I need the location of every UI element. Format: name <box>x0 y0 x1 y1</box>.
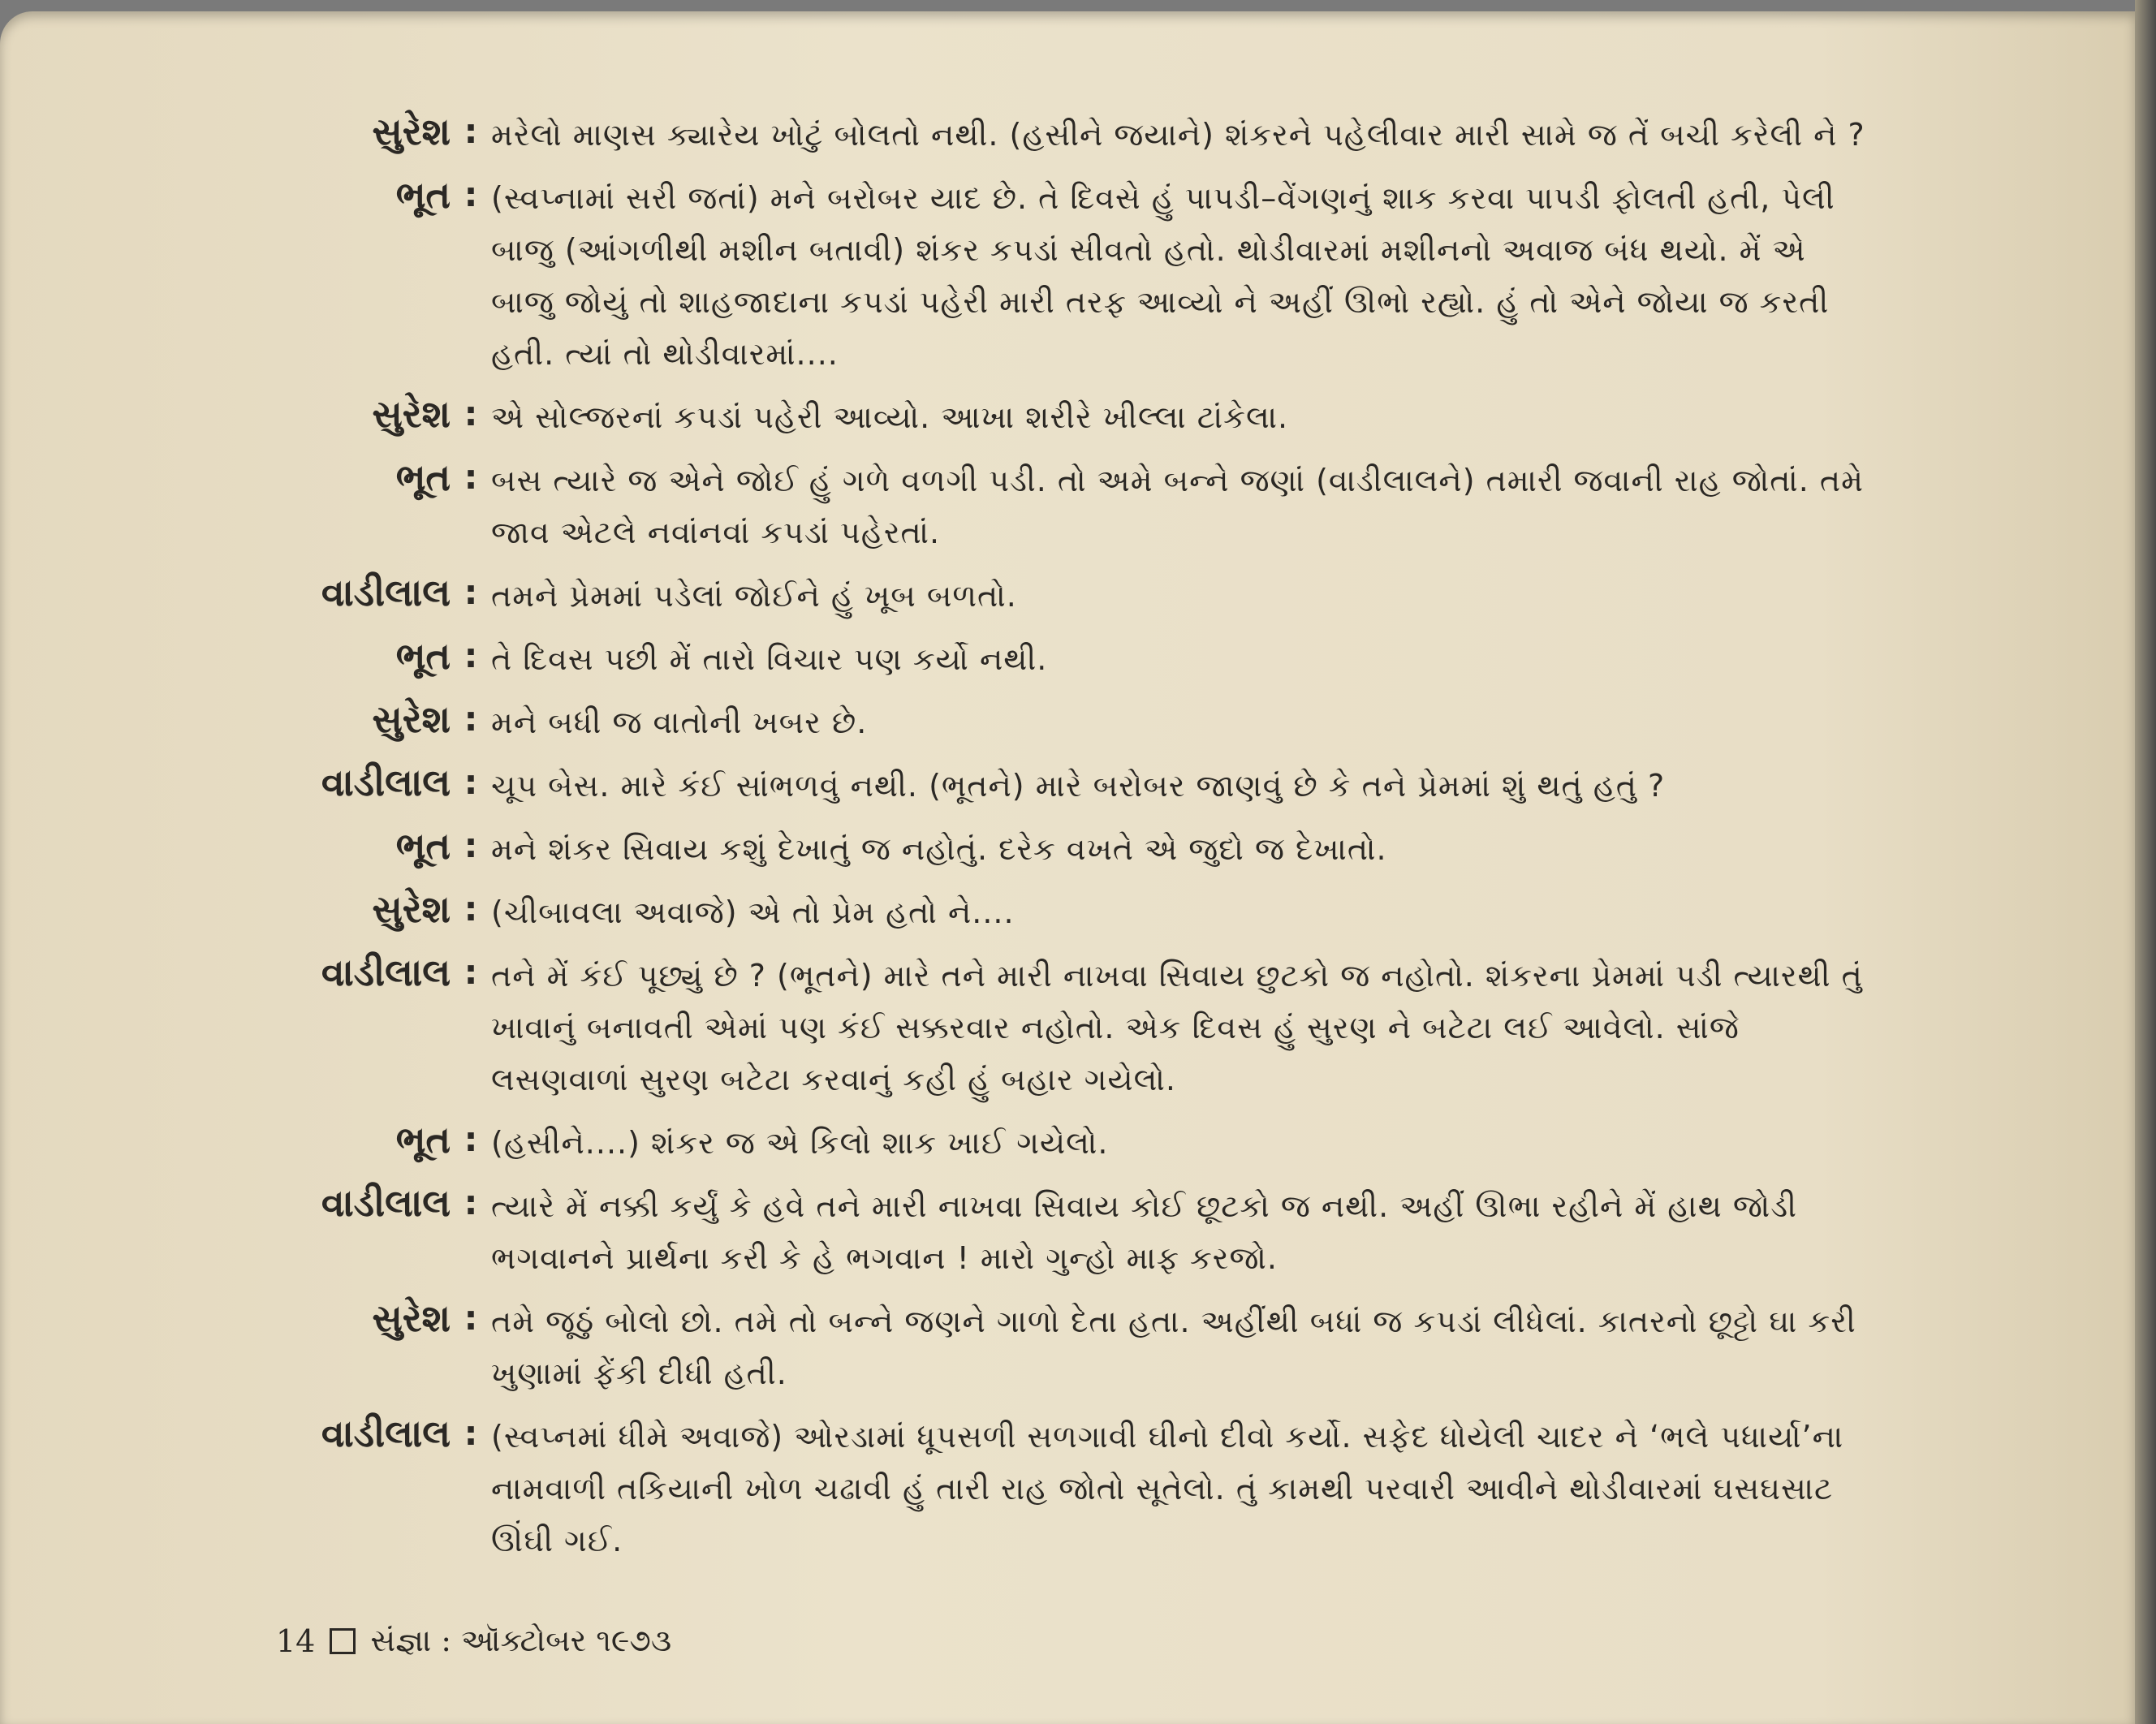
dialogue-line <box>268 823 1875 875</box>
speaker-colon: : <box>464 175 478 214</box>
speech-text: બસ ત્યારે જ એને જોઈ હું ગળે વળગી પડી. તો અમે બન્ને જણાં (વાડીલાલને) તમારી જવાની રાહ જોતાં. તમે જાવ એટલે નવાંનવાં કપડાં પહેરતાં. <box>491 463 1864 550</box>
dialogue-line <box>268 950 1875 1106</box>
dialogue-line <box>268 1180 1875 1284</box>
book-page <box>0 11 2135 1724</box>
speaker-colon: : <box>464 111 478 151</box>
speech-text: મને શંકર સિવાય કશું દેખાતું જ નહોતું. દરેક વખતે એ જુદો જ દેખાતો. <box>491 831 1387 867</box>
speaker-colon: : <box>464 394 478 433</box>
speech-text: ત્યારે મેં નક્કી કર્યું કે હવે તને મારી નાખવા સિવાય કોઈ છૂટકો જ નથી. અહીં ઊભા રહીને મેં હાથ જોડી ભગવાનને પ્રાર્થના કરી કે હે ભગવાન ! મારો ગુન્હો માફ કરજો. <box>491 1188 1798 1276</box>
magazine-issue: સંજ્ઞા : ઑક્ટોબર ૧૯૭૩ <box>370 1623 672 1658</box>
speaker-name: ભૂત <box>395 455 451 499</box>
speaker-name: ભૂત <box>395 173 451 217</box>
dialogue-line <box>268 172 1875 380</box>
dialogue-line <box>268 1117 1875 1169</box>
page-footer <box>276 1623 671 1659</box>
dialogue-line <box>268 570 1875 622</box>
book-edge <box>2135 0 2156 1724</box>
speech-text: (ચીબાવલા અવાજે) એ તો પ્રેમ હતો ને.... <box>491 894 1015 930</box>
dialogue-line <box>268 391 1875 443</box>
speaker-colon: : <box>464 889 478 929</box>
speech-text: મને બધી જ વાતોની ખબર છે. <box>491 705 868 740</box>
speech-text: ચૂપ બેસ. મારે કંઈ સાંભળવું નથી. (ભૂતને) મારે બરોબર જાણવું છે કે તને પ્રેમમાં શું થતું હતું ? <box>491 768 1666 804</box>
dialogue-line <box>268 1411 1875 1567</box>
speaker-name: સુરેશ <box>372 392 451 436</box>
speech-text: તે દિવસ પછી મેં તારો વિચાર પણ કર્યો નથી. <box>491 641 1048 677</box>
speaker-colon: : <box>464 457 478 497</box>
speaker-colon: : <box>464 825 478 865</box>
speech-text: તમે જૂઠું બોલો છો. તમે તો બન્ને જણને ગાળો દેતા હતા. અહીંથી બધાં જ કપડાં લીધેલાં. કાતરનો છૂટ્ટો ઘા કરી ખુણામાં ફેંકી દીધી હતી. <box>491 1304 1856 1391</box>
speaker-colon: : <box>464 952 478 992</box>
speaker-name: વાડીલાલ <box>321 761 451 804</box>
speech-text: એ સોલ્જરનાં કપડાં પહેરી આવ્યો. આખા શરીરે ખીલ્લા ટાંકેલા. <box>491 399 1289 435</box>
speaker-colon: : <box>464 1119 478 1159</box>
speech-text: (સ્વપ્નામાં સરી જતાં) મને બરોબર યાદ છે. તે દિવસે હું પાપડી–વેંગણનું શાક કરવા પાપડી ફોલતી હતી, પેલી બાજુ (આંગળીથી મશીન બતાવી) શંકર કપડાં સીવતો હતો. થોડીવારમાં મશીનનો અવાજ બંધ થયો. મેં એ બાજુ જોયું તો શાહજાદાના કપડાં પહેરી મારી તરફ આવ્યો ને અહીં ઊભો રહ્યો. હું તો એને જોયા જ કરતી હતી. ત્યાં તો થોડીવારમાં.... <box>491 180 1835 372</box>
speaker-colon: : <box>464 1413 478 1453</box>
speaker-name: સુરેશ <box>372 1296 451 1340</box>
speaker-name: વાડીલાલ <box>321 1181 451 1225</box>
dialogue-line <box>268 633 1875 685</box>
dialogue-line <box>268 696 1875 748</box>
dialogue-line <box>268 455 1875 558</box>
speaker-name: ભૂત <box>395 634 451 678</box>
speaker-name: ભૂત <box>395 1118 451 1162</box>
speaker-colon: : <box>464 699 478 739</box>
page-number: 14 <box>276 1623 316 1659</box>
speaker-name: વાડીલાલ <box>321 1412 451 1455</box>
speech-text: તમને પ્રેમમાં પડેલાં જોઈને હું ખૂબ બળતો. <box>491 578 1017 614</box>
speaker-name: સુરેશ <box>372 697 451 741</box>
square-icon <box>330 1628 356 1654</box>
speaker-name: સુરેશ <box>372 110 451 153</box>
speech-text: (સ્વપ્નમાં ધીમે અવાજે) ઓરડામાં ધૂપસળી સળગાવી ઘીનો દીવો કર્યો. સફેદ ધોયેલી ચાદર ને ‘ભલે પધાર્યા’ના નામવાળી તકિયાની ખોળ ચઢાવી હું તારી રાહ જોતો સૂતેલો. તું કામથી પરવારી આવીને થોડીવારમાં ઘસઘસાટ ઊંઘી ગઈ. <box>491 1419 1844 1558</box>
speaker-colon: : <box>464 636 478 675</box>
speaker-colon: : <box>464 762 478 802</box>
dialogue-line <box>268 109 1875 161</box>
speaker-colon: : <box>464 1183 478 1222</box>
speaker-name: વાડીલાલ <box>321 571 451 614</box>
dialogue-line <box>268 1295 1875 1399</box>
speaker-name: ભૂત <box>395 824 451 868</box>
speech-text: તને મેં કંઈ પૂછ્યું છે ? (ભૂતને) મારે તને મારી નાખવા સિવાય છુટકો જ નહોતો. શંકરના પ્રેમમાં પડી ત્યારથી તું ખાવાનું બનાવતી એમાં પણ કંઈ સક્કરવાર નહોતો. એક દિવસ હું સુરણ ને બટેટા લઈ આવેલો. સાંજે લસણવાળાં સુરણ બટેટા કરવાનું કહી હું બહાર ગયેલો. <box>491 958 1863 1097</box>
speech-text: (હસીને....) શંકર જ એ કિલો શાક ખાઈ ગયેલો. <box>491 1125 1109 1161</box>
speech-text: મરેલો માણસ ક્યારેય ખોટું બોલતો નથી. (હસીને જયાને) શંકરને પહેલીવાર મારી સામે જ તેં બચી કરેલી ને ? <box>491 117 1865 153</box>
dialogue-block <box>268 109 1875 1567</box>
speaker-colon: : <box>464 1298 478 1338</box>
speaker-colon: : <box>464 572 478 612</box>
speaker-name: સુરેશ <box>372 887 451 931</box>
dialogue-line <box>268 886 1875 938</box>
dialogue-line <box>268 760 1875 812</box>
speaker-name: વાડીલાલ <box>321 950 451 994</box>
